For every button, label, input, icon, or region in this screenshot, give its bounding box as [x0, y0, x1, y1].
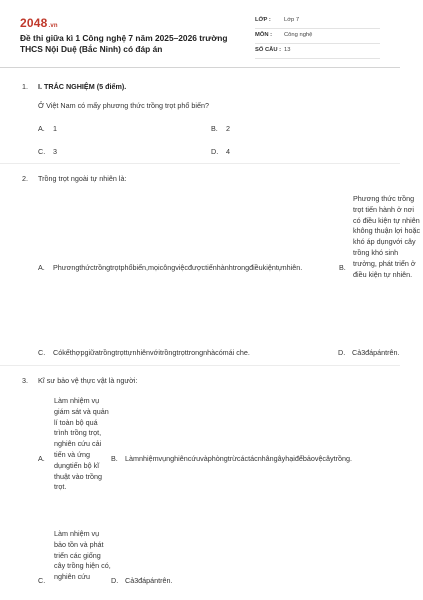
site-logo[interactable] [20, 16, 58, 30]
option-letter: A. [38, 124, 45, 133]
meta-label: MÔN : [255, 32, 273, 38]
meta-label: SỐ CÂU : [255, 47, 282, 53]
option-letter: C. [38, 576, 46, 585]
question-separator [0, 365, 400, 366]
option-letter: C. [38, 348, 46, 357]
q1-option-c: 3 [53, 147, 57, 156]
option-letter: C. [38, 147, 46, 156]
question-3-number: 3. [22, 376, 28, 385]
option-letter: B. [211, 124, 218, 133]
option-letter: D. [211, 147, 219, 156]
q2-option-d: Cả3đápántrên. [352, 348, 400, 357]
meta-value: Lớp 7 [284, 17, 300, 23]
q2-option-a: Phươngthứctrồngtrọtphổbiến,mọicôngviệcđượctiếnhànhtrongđiềukiệntựnhiên. [53, 263, 303, 272]
q3-option-d: Cả3đápántrên. [125, 576, 173, 585]
meta-value: 13 [284, 47, 291, 53]
question-separator [0, 163, 400, 164]
section-title: I. TRẮC NGHIỆM (5 điểm). [38, 82, 127, 91]
option-letter: B. [111, 454, 118, 463]
meta-label: LỚP : [255, 17, 271, 23]
meta-row-class [255, 14, 380, 29]
question-2-prompt: Trồng trọt ngoài tự nhiên là: [38, 174, 127, 183]
q1-option-a: 1 [53, 124, 57, 133]
q1-option-d: 4 [226, 147, 230, 156]
meta-row-subject [255, 29, 380, 44]
option-letter: A. [38, 263, 45, 272]
section-number: 1. [22, 82, 28, 91]
option-letter: B. [339, 263, 346, 272]
header-divider [0, 67, 400, 68]
meta-value: Công nghệ [284, 32, 313, 38]
question-2-number: 2. [22, 174, 28, 183]
question-1-prompt: Ở Việt Nam có mấy phương thức trồng trọt phổ biến? [38, 101, 209, 110]
q3-option-a: Làm nhiệm vụ giám sát và quản lí toàn bộ quá trình trồng trọt, nghiên cứu cải tiến và ứng dụngtiến bộ kĩ thuật vào trồng trọt. [54, 396, 109, 492]
meta-row-count [255, 44, 380, 59]
q2-option-b: Phương thức trồng trọt tiến hành ở nơi có điều kiện tự nhiên không thuận lợi hoặc khó áp dụngvới cây trồng khó sinh trưởng, phát triển ở điều kiện tự nhiên. [353, 194, 421, 279]
q3-option-b: Làmnhiệmvụnghiêncứuvàphòngtrừcáctácnhângâyhạiđểbảovệcâytrồng. [125, 454, 352, 463]
q3-option-c: Làm nhiệm vụ bảo tồn và phát triển các giống cây trồng hiện có, nghiên cứu [54, 529, 111, 582]
option-letter: A. [38, 454, 45, 463]
question-3-prompt: Kĩ sư bảo vệ thực vật là người: [38, 376, 138, 385]
logo-tld: .vn [48, 23, 58, 29]
q2-option-c: Cókếthợpgiữatrồngtrọttựnhiênvớitrồngtrọttrongnhàcómái che. [53, 348, 250, 357]
q1-option-b: 2 [226, 124, 230, 133]
document-title: Đề thi giữa kì 1 Công nghệ 7 năm 2025–2026 trường THCS Nội Duệ (Bắc Ninh) có đáp án [20, 33, 228, 54]
logo-main: 2048 [20, 16, 48, 30]
option-letter: D. [338, 348, 346, 357]
option-letter: D. [111, 576, 119, 585]
